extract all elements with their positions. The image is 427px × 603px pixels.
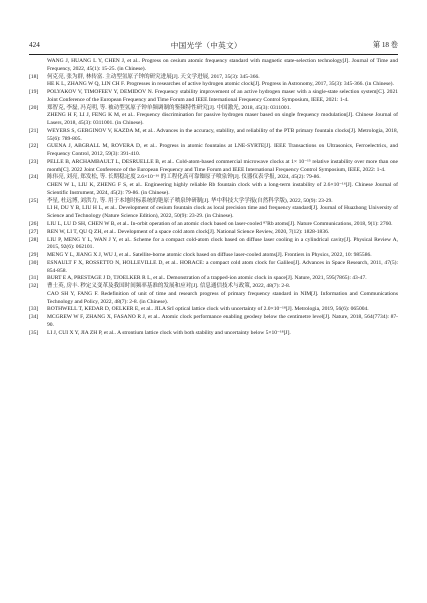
reference-text: CHEN W L, LIU K, ZHENG F S, et al.. Engineering highly reliable Rb fountain clock with a long-term instability of 2.6×10⁻¹⁶[J]. Chinese Journal of Scientific Instrument, 2024, 45(2): 79-86. (in Chinese). [47,182,398,196]
reference-entry [29,330,398,338]
reference-number: [21] [29,127,39,134]
reference-number: [18] [29,73,39,80]
reference-number: [34] [29,314,39,321]
reference-number [29,58,47,73]
reference-text: WEYERS S, GERGINOV V, KAZDA M, et al.. Advances in the accuracy, stability, and reliability of the PTB primary fountain clocks[J]. Metrologia, 2018, 55(6): 789-805. [47,127,398,142]
reference-entry [29,275,398,283]
reference-number: [35] [29,329,39,336]
reference-number: [20] [29,104,39,111]
reference-text: LI J, CUI X Y, JIA ZH P, et al.. A strontium lattice clock with both stability and uncertainty below 5×10⁻¹⁸[J]. [47,329,291,336]
reference-text: MCGREW W F, ZHANG X, FASANO R J, et al.. Atomic clock performance enabling geodesy below the centimetre level[J]. Nature, 2018, 564(7734): 87-90. [47,314,398,328]
reference-text: HE K L, ZHANG W Q, LIN CH F. Progresses in researches of active hydrogen atomic clock[J]. Progress in Astronomy, 2017, 35(3): 345-366. (in Chinese). [47,81,394,88]
reference-text: 曹士英, 房丰. 秒定义变革及我国时间频率基准的发展和应对[J]. 信息通信技术与政策, 2022, 48(7): 2-8. [47,283,291,290]
reference-number: [27] [29,228,39,235]
reference-entry [29,182,398,197]
reference-entry [29,314,398,329]
reference-number: [30] [29,259,39,266]
reference-number: [22] [29,143,39,150]
reference-text: 李星, 杜远博, 刘洪力, 等. 用于本地时标系统的铯原子喷泉钟研制[J]. 华中科技大学学报(自然科学版), 2022, 50(9): 23-29. [47,197,333,204]
reference-number: [28] [29,236,39,243]
journal-title: 中国光学（中英文） [170,40,242,50]
reference-text: PELLE B, ARCHAMBAULT L, DESRUELLE B, et al.. Cold-atom-based commercial microwave clocks at 1× 10⁻¹⁵ relative instability over more than one month[C]. 2022 Joint Conference of the European Frequency and Time Forum and IEEE International Frequency Control Symposium, IEEE, 2022: 1-4. [47,158,398,173]
volume-label: 第 18 卷 [372,41,398,49]
reference-entry [29,260,398,275]
reference-text: LIU P, MENG Y L, WAN J Y, et al.. Scheme for a compact cold-atom clock based on diffuse laser cooling in a cylindrical cavity[J]. Physical Review A, 2015, 92(6): 062101. [47,236,398,251]
reference-text: BURT E A, PRESTAGE J D, TJOELKER R L, et al.. Demonstration of a trapped-ion atomic clock in space[J]. Nature, 2021, 595(7865): 43-47. [47,275,367,282]
page-number: 424 [29,41,40,49]
reference-entry [29,159,398,174]
reference-entry [29,58,398,73]
reference-entry [29,89,398,104]
reference-number: [32] [29,283,39,290]
reference-text: 郑智克, 李磊, 冯克明, 等. 被动型氢原子钟单频调制的鉴频特性研究[J]. 中国激光, 2018, 45(3): 0311001. [47,104,291,111]
reference-number: [33] [29,306,39,313]
reference-text: LI H, DU Y B, LIU H L, et al.. Development of cesium fountain clock as local precision time and frequency standard[J]. Journal of Huazhong University of Science and Technology (Nature Science Edition), 2022, 50(9): 23-29. (in Chinese). [47,205,398,220]
reference-text: 陈伟亮, 刘亮, 郑发松, 等. 长期稳定度 2.6×10⁻¹⁶ 的工程化高可靠铷原子喷泉钟[J]. 仪器仪表学报, 2024, 45(2): 79-86. [47,174,321,181]
reference-entry [29,252,398,260]
reference-number: [19] [29,89,39,96]
reference-text: MENG Y L, JIANG X J, WU J, et al.. Satellite-borne atomic clock based on diffuse laser-cooled atoms[J]. Frontiers in Physics, 2022, 10: 985586. [47,252,372,259]
reference-entry [29,112,398,127]
reference-number: [26] [29,220,39,227]
reference-text: ZHENG H F, LI J, FENG K M, et al.. Frequency discrimination for passive hydrogen maser based on single frequency modulation[J]. Chinese Journal of Lasers, 2018, 45(3): 0311001. (in Chinese). [47,112,398,127]
reference-entry [29,229,398,237]
reference-entry [29,221,398,229]
reference-entry [29,205,398,220]
reference-number [29,291,47,306]
reference-entry [29,174,398,182]
reference-entry [29,283,398,291]
reference-number [29,81,47,89]
reference-number [29,205,47,220]
reference-entry [29,237,398,252]
reference-text: 何克亮, 张为群, 林传富. 主动型氢原子钟的研究进展[J]. 天文学进展, 2017, 35(3): 345-366. [47,73,260,80]
reference-number: [24] [29,174,39,181]
reference-number [29,112,47,127]
reference-entry [29,291,398,306]
reference-entry [29,143,398,158]
reference-number [29,182,47,197]
reference-text: ESNAULT F X, ROSSETTO N, HOLLEVILLE D, et al.. HORACE: a compact cold atom clock for Galileo[J]. Advances in Space Research, 2011, 47(5): 854-858. [47,259,398,274]
reference-entry [29,81,398,89]
reference-text: REN W, LI T, QU Q ZH, et al.. Development of a space cold atom clock[J]. National Science Review, 2020, 7(12): 1828-1836. [47,228,330,235]
reference-number: [29] [29,252,39,259]
reference-entry [29,128,398,143]
reference-number: [31] [29,275,39,282]
reference-number: [25] [29,197,39,204]
reference-text: BOTHWELL T, KEDAR D, OELKER E, et al.. JILA SrI optical lattice clock with uncertainty of 2.0×10⁻¹⁸[J]. Metrologia, 2019, 56(6): 065004. [47,306,369,313]
reference-text: CAO SH Y, FANG F. Redefinition of unit of time and research progress of primary frequency standard in NIM[J]. Information and Communications Technology and Policy, 2022, 48(7): 2-8. (in Chinese). [47,290,398,305]
reference-number: [23] [29,158,39,165]
header-rule [29,54,398,55]
reference-text: GUENA J, ABGRALL M, ROVERA D, et al.. Progress in atomic fountains at LNE-SYRTE[J]. IEEE Transactions on Ultrasonics, Ferroelectrics, and Frequency Control, 2012, 59(3): 391-410. [47,143,398,158]
reference-text: POLYAKOV V, TIMOFEEV Y, DEMIDOV N. Frequency stability improvement of an active hydrogen maser with a single-state selection system[C]. 2021 Joint Conference of the European Frequency and Time Forum and IEEE International Frequency Control Symposium, IEEE, 2021: 1-4. [47,89,398,103]
reference-text: WANG J, HUANG L Y, CHEN J, et al.. Progress on cesium atomic frequency standard with magnetic state-selection technology[J]. Journal of Time and Frequency, 2022, 45(1): 15-25. (in Chinese). [47,58,398,72]
reference-list [29,58,398,338]
page-header [29,39,398,51]
reference-text: LIU L, LU D SH, CHEN W B, et al.. In-orbit operation of an atomic clock based on laser-cooled ⁸⁷Rb atoms[J]. Nature Communications, 2018, 9(1): 2760. [47,220,393,227]
